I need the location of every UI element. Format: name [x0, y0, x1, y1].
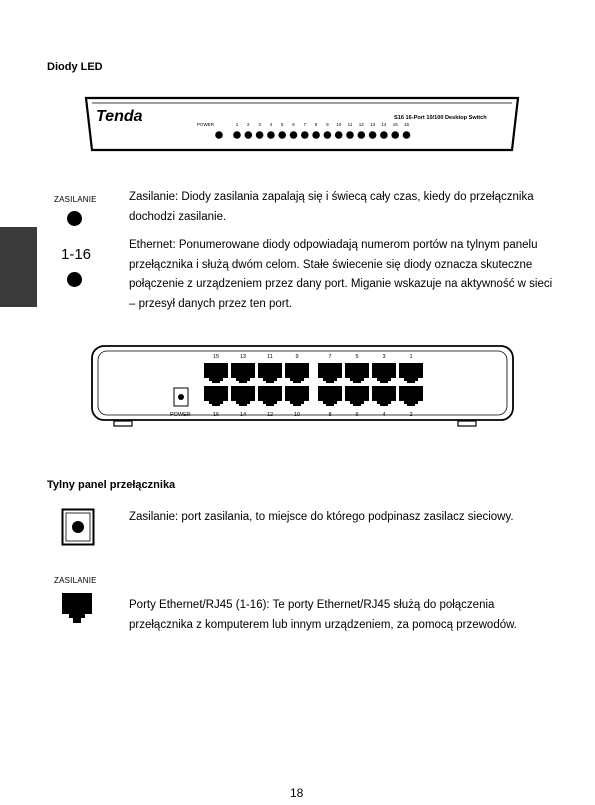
power-led-icon — [67, 211, 82, 226]
front-led-dot — [369, 131, 377, 139]
power-port-icon — [61, 508, 95, 546]
ports-led-label: 1-16 — [61, 246, 92, 263]
front-led-number: 15 — [392, 122, 398, 127]
front-led-dot — [256, 131, 264, 139]
front-led-dot — [335, 131, 343, 139]
front-led-number: 7 — [303, 122, 307, 127]
front-led-dot — [301, 131, 309, 139]
section-title-led: Diody LED — [47, 61, 103, 73]
rear-port-number-top: 3 — [382, 354, 386, 360]
front-led-number: 12 — [358, 122, 364, 127]
front-led-dot — [324, 131, 332, 139]
rear-port-number-bottom: 14 — [239, 412, 247, 418]
front-led-number: 8 — [314, 122, 318, 127]
rear-port-number-top: 15 — [212, 354, 220, 360]
rear-port-number-top: 9 — [295, 354, 299, 360]
front-led-dot — [233, 131, 241, 139]
front-led-number: 3 — [258, 122, 261, 127]
rear-port-number-top: 1 — [409, 354, 413, 360]
front-led-dot — [358, 131, 366, 139]
rear-port-number-top: 7 — [328, 354, 332, 360]
rear-port-number-bottom: 12 — [266, 412, 274, 418]
power-port-label: ZASILANIE — [54, 576, 97, 585]
rear-port-number-top: 5 — [355, 354, 359, 360]
rear-port-number-bottom: 6 — [355, 412, 359, 418]
rj45-port-icon — [62, 593, 92, 623]
rear-power-jack-pin — [178, 394, 184, 400]
section-title-rear-panel: Tylny panel przełącznika — [47, 479, 176, 491]
front-led-dot — [380, 131, 388, 139]
rj45-port-description: Porty Ethernet/RJ45 (1-16): Te porty Ethernet/RJ45 służą do połączenia przełącznika z komputerem lub innym urządzeniem, za pomocą przewodów. — [129, 599, 517, 631]
power-led-label: ZASILANIE — [54, 195, 97, 204]
rear-port-number-top: 13 — [239, 354, 247, 360]
front-led-dot — [290, 131, 298, 139]
power-port-description: Zasilanie: port zasilania, to miejsce do którego podpinasz zasilacz sieciowy. — [129, 511, 514, 523]
front-led-dot — [346, 131, 354, 139]
power-led-description: Zasilanie: Diody zasilania zapalają się i świecą cały czas, kiedy do przełącznika dochodzi zasilanie. — [129, 191, 534, 223]
front-led-dot — [403, 131, 411, 139]
side-tab-marker — [0, 227, 37, 307]
front-led-number: 5 — [280, 122, 284, 127]
front-led-dot — [391, 131, 399, 139]
front-led-number: 9 — [326, 122, 329, 127]
front-led-number: 13 — [370, 122, 376, 127]
front-panel-model: S16 16-Port 10/100 Desktop Switch — [394, 115, 487, 121]
rear-port-number-bottom: 2 — [409, 412, 413, 418]
front-led-number: 10 — [336, 122, 342, 127]
rear-port-number-bottom: 16 — [212, 412, 220, 418]
front-led-power — [215, 131, 223, 139]
front-power-label: POWER — [197, 122, 215, 127]
rear-port-number-bottom: 10 — [293, 412, 301, 418]
front-led-dot — [245, 131, 253, 139]
ports-led-icon — [67, 272, 82, 287]
front-led-number: 1 — [235, 122, 239, 127]
rear-port-number-bottom: 4 — [382, 412, 386, 418]
rear-port-number-bottom: 8 — [328, 412, 332, 418]
front-panel-illustration — [82, 96, 522, 156]
front-led-number: 14 — [381, 122, 387, 127]
tenda-logo: Tenda — [96, 108, 143, 125]
front-led-dot — [312, 131, 320, 139]
front-led-number: 11 — [347, 122, 353, 127]
front-led-number: 6 — [292, 122, 295, 127]
rear-power-label: POWER — [170, 412, 191, 418]
front-led-number: 4 — [269, 122, 273, 127]
rear-port-number-top: 11 — [267, 354, 273, 360]
front-led-dot — [278, 131, 286, 139]
front-led-dot — [267, 131, 275, 139]
front-led-number: 16 — [403, 122, 410, 127]
ethernet-led-description: Ethernet: Ponumerowane diody odpowiadają numerom portów na tylnym panelu przełącznika i służą dwóm celom. Stałe świecenie się diody oznacza skuteczne połączenie z urządzeniem przez dany port. Miganie wskazuje na aktywność w sieci – przesył danych przez ten port. — [129, 239, 553, 310]
front-led-number: 2 — [247, 122, 250, 127]
page-number: 18 — [290, 786, 304, 800]
rear-panel-illustration — [90, 342, 515, 430]
